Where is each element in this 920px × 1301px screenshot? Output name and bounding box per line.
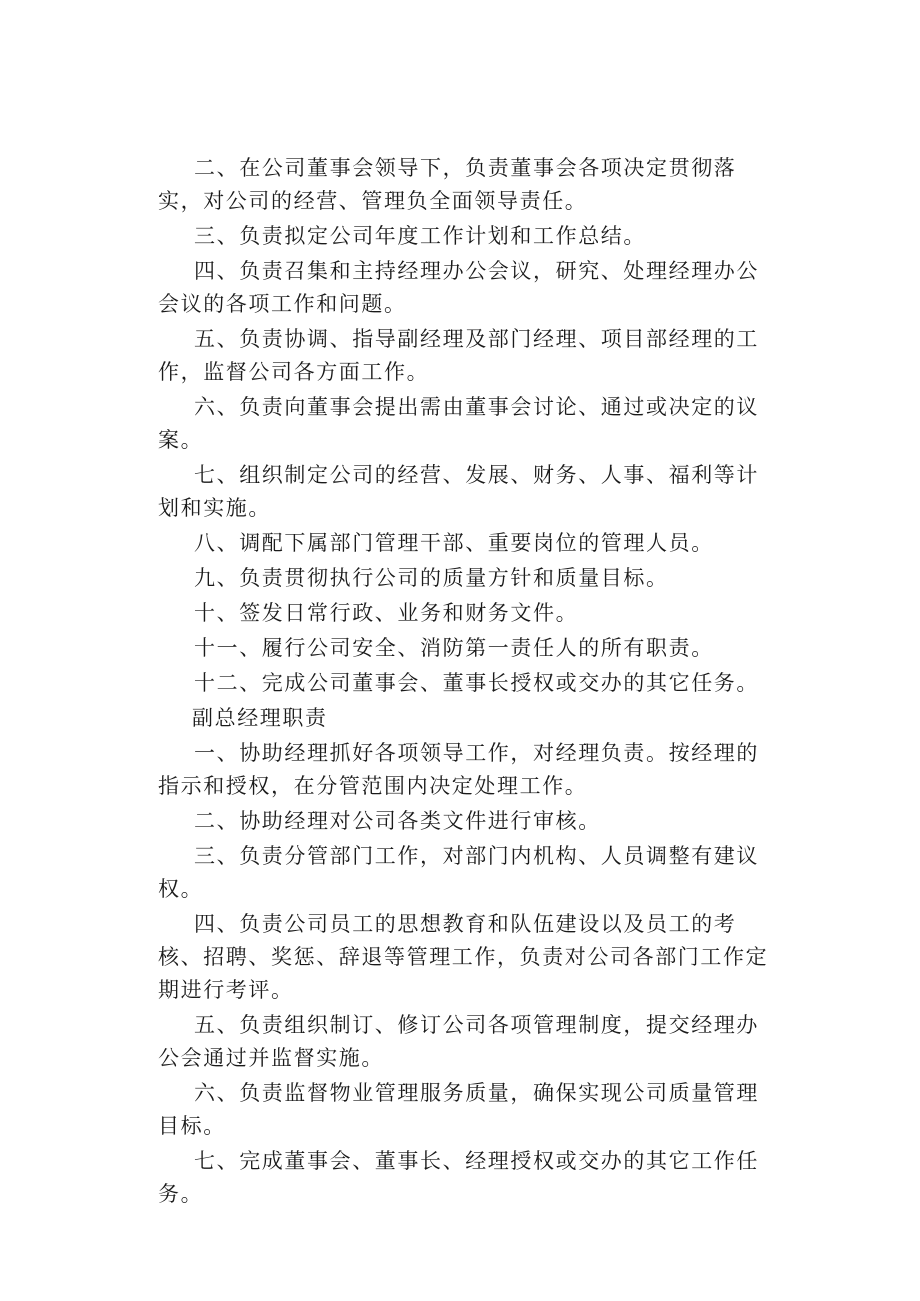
paragraph-10: 十、签发日常行政、业务和财务文件。 (194, 601, 579, 625)
deputy-paragraph-6: 六、负责监督物业管理服务质量，确保实现公司质量管理目标。 (158, 1081, 759, 1138)
document-body (158, 152, 778, 1213)
paragraph-9: 九、负责贯彻执行公司的质量方针和质量目标。 (194, 566, 669, 590)
deputy-paragraph-4: 四、负责公司员工的思想教育和队伍建设以及员工的考核、招聘、奖惩、辞退等管理工作，负责对公司各部门工作定期进行考评。 (158, 912, 769, 1002)
section-heading: 副总经理职责 (192, 706, 328, 730)
paragraph-4: 四、负责召集和主持经理办公会议，研究、处理经理办公会议的各项工作和问题。 (158, 259, 759, 316)
paragraph-12: 十二、完成公司董事会、董事长授权或交办的其它任务。 (194, 671, 759, 695)
paragraph-3: 三、负责拟定公司年度工作计划和工作总结。 (194, 224, 646, 248)
deputy-paragraph-5: 五、负责组织制订、修订公司各项管理制度，提交经理办公会通过并监督实施。 (158, 1013, 759, 1070)
paragraph-5: 五、负责协调、指导副经理及部门经理、项目部经理的工作，监督公司各方面工作。 (158, 327, 759, 384)
paragraph-11: 十一、履行公司安全、消防第一责任人的所有职责。 (194, 636, 714, 660)
deputy-paragraph-1: 一、协助经理抓好各项领导工作，对经理负责。按经理的指示和授权，在分管范围内决定处理工作。 (158, 741, 759, 798)
paragraph-2: 二、在公司董事会领导下，负责董事会各项决定贯彻落实，对公司的经营、管理负全面领导责任。 (158, 156, 737, 213)
deputy-paragraph-7: 七、完成董事会、董事长、经理授权或交办的其它工作任务。 (158, 1149, 759, 1206)
deputy-paragraph-2: 二、协助经理对公司各类文件进行审核。 (194, 809, 601, 833)
paragraph-6: 六、负责向董事会提出需由董事会讨论、通过或决定的议案。 (158, 395, 759, 452)
deputy-paragraph-3: 三、负责分管部门工作，对部门内机构、人员调整有建议权。 (158, 844, 759, 901)
paragraph-7: 七、组织制定公司的经营、发展、财务、人事、福利等计划和实施。 (158, 463, 759, 520)
paragraph-8: 八、调配下属部门管理干部、重要岗位的管理人员。 (194, 531, 714, 555)
